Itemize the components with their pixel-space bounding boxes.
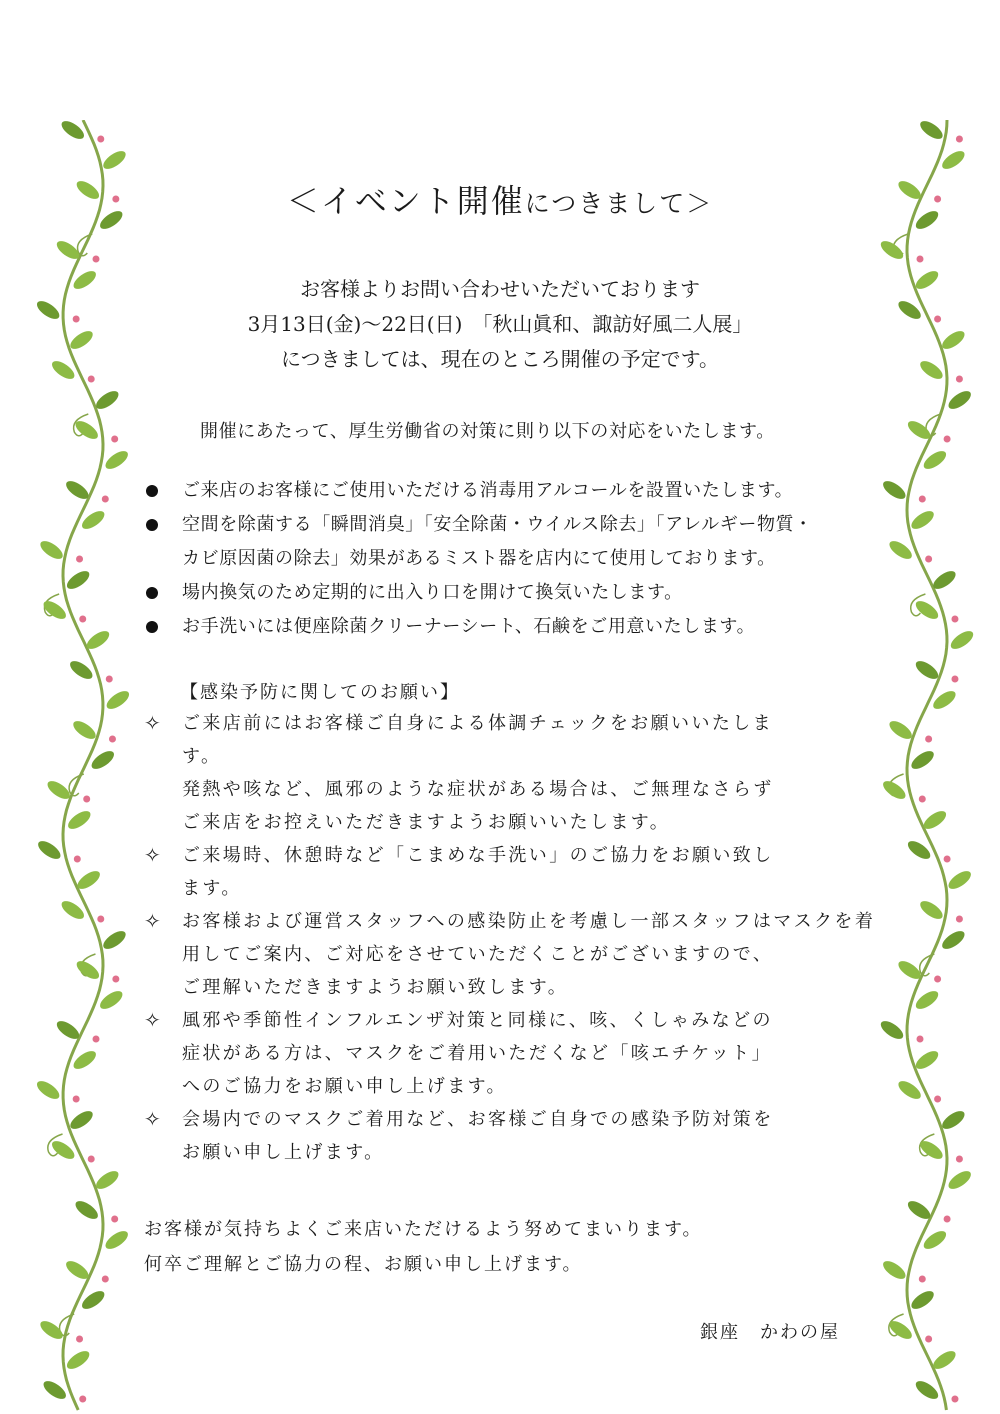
berry-icon <box>925 736 932 743</box>
leaf-icon <box>913 658 941 683</box>
berry-icon <box>925 1336 932 1343</box>
berry-icon <box>919 796 926 803</box>
signature: 銀座 かわの屋 <box>700 1322 840 1343</box>
leaf-icon <box>34 1078 62 1103</box>
leaf-icon <box>59 120 87 142</box>
berry-icon <box>951 676 958 683</box>
berry-icon <box>956 916 963 923</box>
bullet-icon <box>146 587 158 599</box>
berry-icon <box>111 436 118 443</box>
berry-icon <box>73 1096 80 1103</box>
leaf-icon <box>64 1348 92 1373</box>
measure-line: カビ原因菌の除去」効果があるミスト器を店内にて使用しております。 <box>182 548 776 569</box>
leaf-icon <box>946 868 974 893</box>
request-line: 会場内でのマスクご着用など、お客様ご自身での感染予防対策を <box>182 1109 774 1130</box>
berry-icon <box>925 556 932 563</box>
berry-icon <box>106 676 113 683</box>
closing-paragraph <box>144 1212 703 1282</box>
leaf-icon <box>67 1108 95 1133</box>
request-item <box>144 839 884 905</box>
berry-icon <box>956 1156 963 1163</box>
berry-icon <box>951 1396 958 1403</box>
request-item <box>144 905 884 1004</box>
intro-line: 3月13日(金)～22日(日) 「秋山眞和、諏訪好風二人展」 <box>247 312 753 336</box>
intro-paragraph <box>0 272 1000 377</box>
leaf-icon <box>939 1108 967 1133</box>
berry-icon <box>93 256 100 263</box>
intro-line: につきましては、現在のところ開催の予定です。 <box>281 347 719 371</box>
berry-icon <box>102 496 109 503</box>
leaf-icon <box>100 148 128 173</box>
leaf-icon <box>70 718 98 743</box>
berry-icon <box>102 1276 109 1283</box>
berry-icon <box>944 1216 951 1223</box>
sparkle-icon: ✧ <box>144 1008 164 1032</box>
requests-heading: 【感染予防に関してのお願い】 <box>180 682 460 703</box>
measure-item <box>144 576 884 610</box>
leaf-icon <box>64 568 92 593</box>
measure-item <box>144 474 884 508</box>
request-line: 発熱や咳など、風邪のような症状がある場合は、ご無理なさらず <box>182 779 774 800</box>
leaf-icon <box>104 688 132 713</box>
request-line: ご来場時、休憩時など「こまめな手洗い」のご協力をお願い致し <box>182 845 774 866</box>
closing-line: 何卒ご理解とご協力の程、お願い申し上げます。 <box>144 1254 583 1275</box>
berry-icon <box>79 1396 86 1403</box>
measure-line: ご来店のお客様にご使用いただける消毒用アルコールを設置いたします。 <box>182 480 794 501</box>
measure-item <box>144 610 884 644</box>
leaf-icon <box>93 1168 121 1193</box>
measure-line: 空間を除菌する「瞬間消臭」「安全除菌・ウイルス除去」「アレルギー物質・ <box>182 514 813 535</box>
sparkle-icon: ✧ <box>144 909 164 933</box>
request-line: へのご協力をお願い申し上げます。 <box>182 1076 507 1097</box>
leaf-icon <box>887 538 915 563</box>
title-small: につきまして＞ <box>524 189 714 218</box>
leaf-icon <box>948 628 976 653</box>
berry-icon <box>74 856 81 863</box>
request-item <box>144 1103 884 1169</box>
berry-icon <box>951 616 958 623</box>
leaf-icon <box>71 1048 99 1073</box>
requests-list <box>144 707 884 1169</box>
leaf-icon <box>97 988 125 1013</box>
berry-icon <box>109 736 116 743</box>
leaf-icon <box>913 1378 941 1403</box>
berry-icon <box>956 136 963 143</box>
intro-line: お客様よりお問い合わせいただいております <box>300 277 700 301</box>
leaf-icon <box>913 598 941 623</box>
leaf-icon <box>880 478 908 503</box>
berry-icon <box>76 1336 83 1343</box>
request-line: す。 <box>182 746 222 767</box>
bullet-icon <box>146 519 158 531</box>
leaf-icon <box>939 928 967 953</box>
berry-icon <box>97 136 104 143</box>
leaf-icon <box>67 658 95 683</box>
leaf-icon <box>103 1228 131 1253</box>
leaf-icon <box>908 508 936 533</box>
leaf-icon <box>917 120 945 142</box>
leaf-icon <box>74 958 102 983</box>
request-line: 用してご案内、ご対応をさせていただくことがございますので、 <box>182 944 774 965</box>
berry-icon <box>934 976 941 983</box>
request-line: お願い申し上げます。 <box>182 1142 385 1163</box>
leaf-icon <box>887 718 915 743</box>
leaf-icon <box>946 1168 974 1193</box>
request-line: ご理解いただきますようお願い致します。 <box>182 977 569 998</box>
request-line: ます。 <box>182 878 242 899</box>
berry-icon <box>79 616 86 623</box>
request-line: 症状がある方は、マスクをご着用いただくなど「咳エチケット」 <box>182 1043 772 1064</box>
leaf-icon <box>908 748 936 773</box>
request-line: ご来店をお控えいただきますようお願いいたします。 <box>182 812 671 833</box>
leaf-icon <box>880 1258 908 1283</box>
berry-icon <box>919 496 926 503</box>
page-title <box>0 176 1000 222</box>
berry-icon <box>88 1156 95 1163</box>
leaf-icon <box>908 1288 936 1313</box>
closing-line: お客様が気持ちよくご来店いただけるよう努めてまいります。 <box>144 1219 703 1240</box>
bullet-icon <box>146 485 158 497</box>
sparkle-icon: ✧ <box>144 711 164 735</box>
bullet-icon <box>146 621 158 633</box>
leaf-icon <box>35 838 63 863</box>
berry-icon <box>919 1276 926 1283</box>
leaf-icon <box>103 448 131 473</box>
leaf-icon <box>917 898 945 923</box>
leaf-icon <box>880 778 908 803</box>
sparkle-icon: ✧ <box>144 843 164 867</box>
request-line: 風邪や季節性インフルエンザ対策と同様に、咳、くしゃみなどの <box>182 1010 773 1031</box>
measure-line: 場内換気のため定期的に出入り口を開けて換気いたします。 <box>182 582 683 603</box>
berry-icon <box>944 436 951 443</box>
berry-icon <box>93 1036 100 1043</box>
berry-icon <box>83 796 90 803</box>
leaf-icon <box>878 238 906 263</box>
leaf-icon <box>73 1198 101 1223</box>
berry-icon <box>76 556 83 563</box>
leaf-icon <box>37 538 65 563</box>
request-line: ご来店前にはお客様ご自身による体調チェックをお願いいたしま <box>182 713 774 734</box>
title-main: ＜イベント開催 <box>286 182 525 220</box>
measure-item <box>144 508 884 576</box>
leaf-icon <box>913 1048 941 1073</box>
berry-icon <box>917 1036 924 1043</box>
sparkle-icon: ✧ <box>144 1107 164 1131</box>
measures-list <box>144 474 884 644</box>
leaf-icon <box>913 988 941 1013</box>
request-item <box>144 707 884 839</box>
berry-icon <box>112 976 119 983</box>
leaf-icon <box>65 808 93 833</box>
berry-icon <box>944 856 951 863</box>
lead-sentence: 開催にあたって、厚生労働省の対策に則り以下の対応をいたします。 <box>200 421 775 442</box>
leaf-icon <box>100 928 128 953</box>
leaf-icon <box>946 388 974 413</box>
berry-icon <box>97 916 104 923</box>
leaf-icon <box>939 148 967 173</box>
leaf-icon <box>41 1378 69 1403</box>
berry-icon <box>934 1096 941 1103</box>
berry-icon <box>917 256 924 263</box>
berry-icon <box>111 1216 118 1223</box>
request-item <box>144 1004 884 1103</box>
measure-line: お手洗いには便座除菌クリーナーシート、石鹸をご用意いたします。 <box>182 616 756 637</box>
leaf-icon <box>93 388 121 413</box>
request-line: お客様および運営スタッフへの感染防止を考慮し一部スタッフはマスクを着 <box>182 911 876 932</box>
